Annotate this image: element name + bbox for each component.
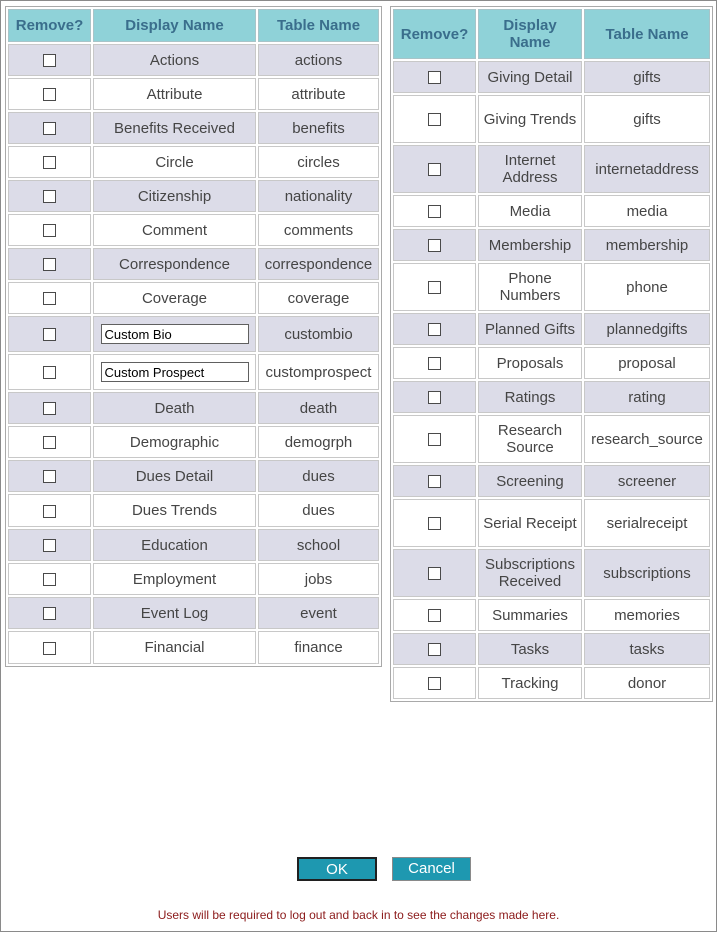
- table-row: [393, 415, 710, 463]
- remove-cell: [393, 599, 476, 631]
- remove-cell: [8, 78, 91, 110]
- remove-checkbox[interactable]: [428, 71, 441, 84]
- remove-checkbox[interactable]: [43, 402, 56, 415]
- table-row: [393, 465, 710, 497]
- table-name-cell: media: [584, 195, 710, 227]
- remove-cell: [8, 146, 91, 178]
- remove-cell: [8, 112, 91, 144]
- display-name-cell: Dues Detail: [93, 460, 256, 492]
- table-name-cell: subscriptions: [584, 549, 710, 597]
- table-row: [393, 549, 710, 597]
- table-row: [8, 146, 379, 178]
- remove-checkbox[interactable]: [428, 433, 441, 446]
- table-row: [8, 529, 379, 561]
- remove-cell: [393, 95, 476, 143]
- table-name-cell: nationality: [258, 180, 379, 212]
- table-name-cell: donor: [584, 667, 710, 699]
- remove-checkbox[interactable]: [428, 113, 441, 126]
- remove-cell: [8, 563, 91, 595]
- remove-checkbox[interactable]: [428, 677, 441, 690]
- table-row: [393, 499, 710, 547]
- remove-cell: [8, 316, 91, 352]
- remove-checkbox[interactable]: [428, 281, 441, 294]
- table-row: [8, 248, 379, 280]
- remove-checkbox[interactable]: [43, 436, 56, 449]
- table-row: [393, 61, 710, 93]
- table-row: [8, 316, 379, 352]
- display-name-cell: Serial Receipt: [478, 499, 582, 547]
- remove-checkbox[interactable]: [428, 323, 441, 336]
- remove-cell: [393, 263, 476, 311]
- table-row: [8, 44, 379, 76]
- remove-cell: [393, 229, 476, 261]
- table-row: [8, 494, 379, 527]
- remove-cell: [8, 180, 91, 212]
- table-name-cell: gifts: [584, 61, 710, 93]
- table-row: [8, 112, 379, 144]
- display-name-cell: Subscriptions Received: [478, 549, 582, 597]
- display-name-cell: Research Source: [478, 415, 582, 463]
- display-name-cell: Internet Address: [478, 145, 582, 193]
- table-name-cell: tasks: [584, 633, 710, 665]
- table-name-cell: finance: [258, 631, 379, 664]
- display-name-cell: Attribute: [93, 78, 256, 110]
- left-table: [5, 6, 382, 667]
- remove-cell: [8, 282, 91, 314]
- table-row: [8, 392, 379, 424]
- remove-checkbox[interactable]: [43, 366, 56, 379]
- header-display-name: Display Name: [93, 9, 256, 42]
- table-row: [8, 78, 379, 110]
- table-row: [8, 214, 379, 246]
- remove-cell: [393, 381, 476, 413]
- remove-cell: [8, 460, 91, 492]
- table-name-cell: custombio: [258, 316, 379, 352]
- remove-cell: [393, 195, 476, 227]
- display-name-cell: Death: [93, 392, 256, 424]
- remove-checkbox[interactable]: [43, 54, 56, 67]
- display-name-cell: Demographic: [93, 426, 256, 458]
- cancel-button[interactable]: Cancel: [392, 857, 471, 881]
- table-name-cell: dues: [258, 460, 379, 492]
- remove-cell: [8, 426, 91, 458]
- table-name-cell: comments: [258, 214, 379, 246]
- remove-checkbox[interactable]: [43, 642, 56, 655]
- table-name-cell: customprospect: [258, 354, 379, 390]
- display-name-cell: Coverage: [93, 282, 256, 314]
- table-name-cell: plannedgifts: [584, 313, 710, 345]
- display-name-cell: Actions: [93, 44, 256, 76]
- display-name-cell: Ratings: [478, 381, 582, 413]
- table-row: [8, 597, 379, 629]
- header-table-name: Table Name: [584, 9, 710, 59]
- table-name-cell: phone: [584, 263, 710, 311]
- table-name-cell: gifts: [584, 95, 710, 143]
- remove-checkbox[interactable]: [43, 328, 56, 341]
- table-name-cell: proposal: [584, 347, 710, 379]
- remove-checkbox[interactable]: [428, 391, 441, 404]
- remove-cell: [393, 465, 476, 497]
- display-name-cell: Dues Trends: [93, 494, 256, 527]
- table-name-cell: benefits: [258, 112, 379, 144]
- table-row: [8, 563, 379, 595]
- remove-checkbox[interactable]: [43, 156, 56, 169]
- display-name-cell: Education: [93, 529, 256, 561]
- remove-cell: [8, 597, 91, 629]
- table-row: [393, 347, 710, 379]
- remove-cell: [393, 415, 476, 463]
- remove-checkbox[interactable]: [428, 517, 441, 530]
- display-name-cell: Benefits Received: [93, 112, 256, 144]
- header-remove: Remove?: [393, 9, 476, 59]
- table-row: [393, 229, 710, 261]
- remove-cell: [8, 44, 91, 76]
- table-name-cell: coverage: [258, 282, 379, 314]
- display-name-cell: Financial: [93, 631, 256, 664]
- remove-checkbox[interactable]: [43, 470, 56, 483]
- display-name-cell: Media: [478, 195, 582, 227]
- right-table-body: [393, 61, 710, 699]
- table-row: [8, 354, 379, 390]
- remove-checkbox[interactable]: [428, 163, 441, 176]
- display-name-input[interactable]: [101, 324, 249, 344]
- table-row: [393, 313, 710, 345]
- remove-checkbox[interactable]: [428, 357, 441, 370]
- remove-checkbox[interactable]: [43, 258, 56, 271]
- table-name-cell: death: [258, 392, 379, 424]
- remove-cell: [393, 347, 476, 379]
- remove-cell: [8, 354, 91, 390]
- table-name-cell: serialreceipt: [584, 499, 710, 547]
- header-remove: Remove?: [8, 9, 91, 42]
- display-name-cell: Comment: [93, 214, 256, 246]
- display-name-cell: [93, 316, 256, 352]
- table-row: [393, 95, 710, 143]
- remove-checkbox[interactable]: [43, 292, 56, 305]
- table-name-cell: internetaddress: [584, 145, 710, 193]
- remove-cell: [393, 61, 476, 93]
- remove-cell: [393, 313, 476, 345]
- display-name-cell: Planned Gifts: [478, 313, 582, 345]
- table-name-cell: research_source: [584, 415, 710, 463]
- remove-checkbox[interactable]: [43, 505, 56, 518]
- table-name-cell: event: [258, 597, 379, 629]
- display-name-cell: Tracking: [478, 667, 582, 699]
- remove-checkbox[interactable]: [428, 567, 441, 580]
- table-name-cell: screener: [584, 465, 710, 497]
- remove-checkbox[interactable]: [428, 475, 441, 488]
- display-name-cell: Tasks: [478, 633, 582, 665]
- table-name-cell: memories: [584, 599, 710, 631]
- logout-notice: Users will be required to log out and back in to see the changes made here.: [157, 908, 560, 922]
- remove-cell: [8, 529, 91, 561]
- table-name-cell: circles: [258, 146, 379, 178]
- table-name-cell: jobs: [258, 563, 379, 595]
- display-name-cell: Proposals: [478, 347, 582, 379]
- left-table-body: [8, 44, 379, 664]
- table-row: [8, 180, 379, 212]
- table-name-cell: attribute: [258, 78, 379, 110]
- remove-cell: [8, 392, 91, 424]
- remove-cell: [393, 145, 476, 193]
- remove-checkbox[interactable]: [428, 643, 441, 656]
- display-name-cell: Summaries: [478, 599, 582, 631]
- remove-checkbox[interactable]: [43, 122, 56, 135]
- table-row: [8, 426, 379, 458]
- remove-cell: [8, 214, 91, 246]
- remove-checkbox[interactable]: [43, 573, 56, 586]
- table-row: [393, 667, 710, 699]
- remove-cell: [393, 633, 476, 665]
- remove-checkbox[interactable]: [428, 205, 441, 218]
- display-name-input[interactable]: [101, 362, 249, 382]
- remove-cell: [393, 499, 476, 547]
- table-row: [393, 195, 710, 227]
- table-name-cell: membership: [584, 229, 710, 261]
- display-name-cell: Circle: [93, 146, 256, 178]
- table-row: [8, 282, 379, 314]
- remove-checkbox[interactable]: [428, 609, 441, 622]
- remove-cell: [8, 248, 91, 280]
- display-name-cell: Screening: [478, 465, 582, 497]
- remove-cell: [393, 549, 476, 597]
- ok-button[interactable]: OK: [297, 857, 377, 881]
- display-name-cell: Correspondence: [93, 248, 256, 280]
- table-row: [8, 460, 379, 492]
- remove-checkbox[interactable]: [43, 224, 56, 237]
- table-row: [393, 599, 710, 631]
- remove-checkbox[interactable]: [43, 539, 56, 552]
- display-name-cell: Event Log: [93, 597, 256, 629]
- display-name-cell: [93, 354, 256, 390]
- table-name-cell: actions: [258, 44, 379, 76]
- header-display-name: Display Name: [478, 9, 582, 59]
- table-name-cell: rating: [584, 381, 710, 413]
- remove-checkbox[interactable]: [43, 88, 56, 101]
- remove-cell: [393, 667, 476, 699]
- display-name-cell: Phone Numbers: [478, 263, 582, 311]
- display-name-cell: Giving Detail: [478, 61, 582, 93]
- remove-cell: [8, 631, 91, 664]
- remove-checkbox[interactable]: [428, 239, 441, 252]
- display-name-cell: Giving Trends: [478, 95, 582, 143]
- right-table: [390, 6, 713, 702]
- table-row: [393, 381, 710, 413]
- remove-checkbox[interactable]: [43, 607, 56, 620]
- table-name-cell: dues: [258, 494, 379, 527]
- display-name-cell: Citizenship: [93, 180, 256, 212]
- header-table-name: Table Name: [258, 9, 379, 42]
- remove-cell: [8, 494, 91, 527]
- table-row: [393, 633, 710, 665]
- table-name-cell: correspondence: [258, 248, 379, 280]
- table-row: [393, 145, 710, 193]
- table-name-cell: school: [258, 529, 379, 561]
- remove-checkbox[interactable]: [43, 190, 56, 203]
- table-row: [8, 631, 379, 664]
- display-name-cell: Employment: [93, 563, 256, 595]
- display-name-cell: Membership: [478, 229, 582, 261]
- table-row: [393, 263, 710, 311]
- table-name-cell: demogrph: [258, 426, 379, 458]
